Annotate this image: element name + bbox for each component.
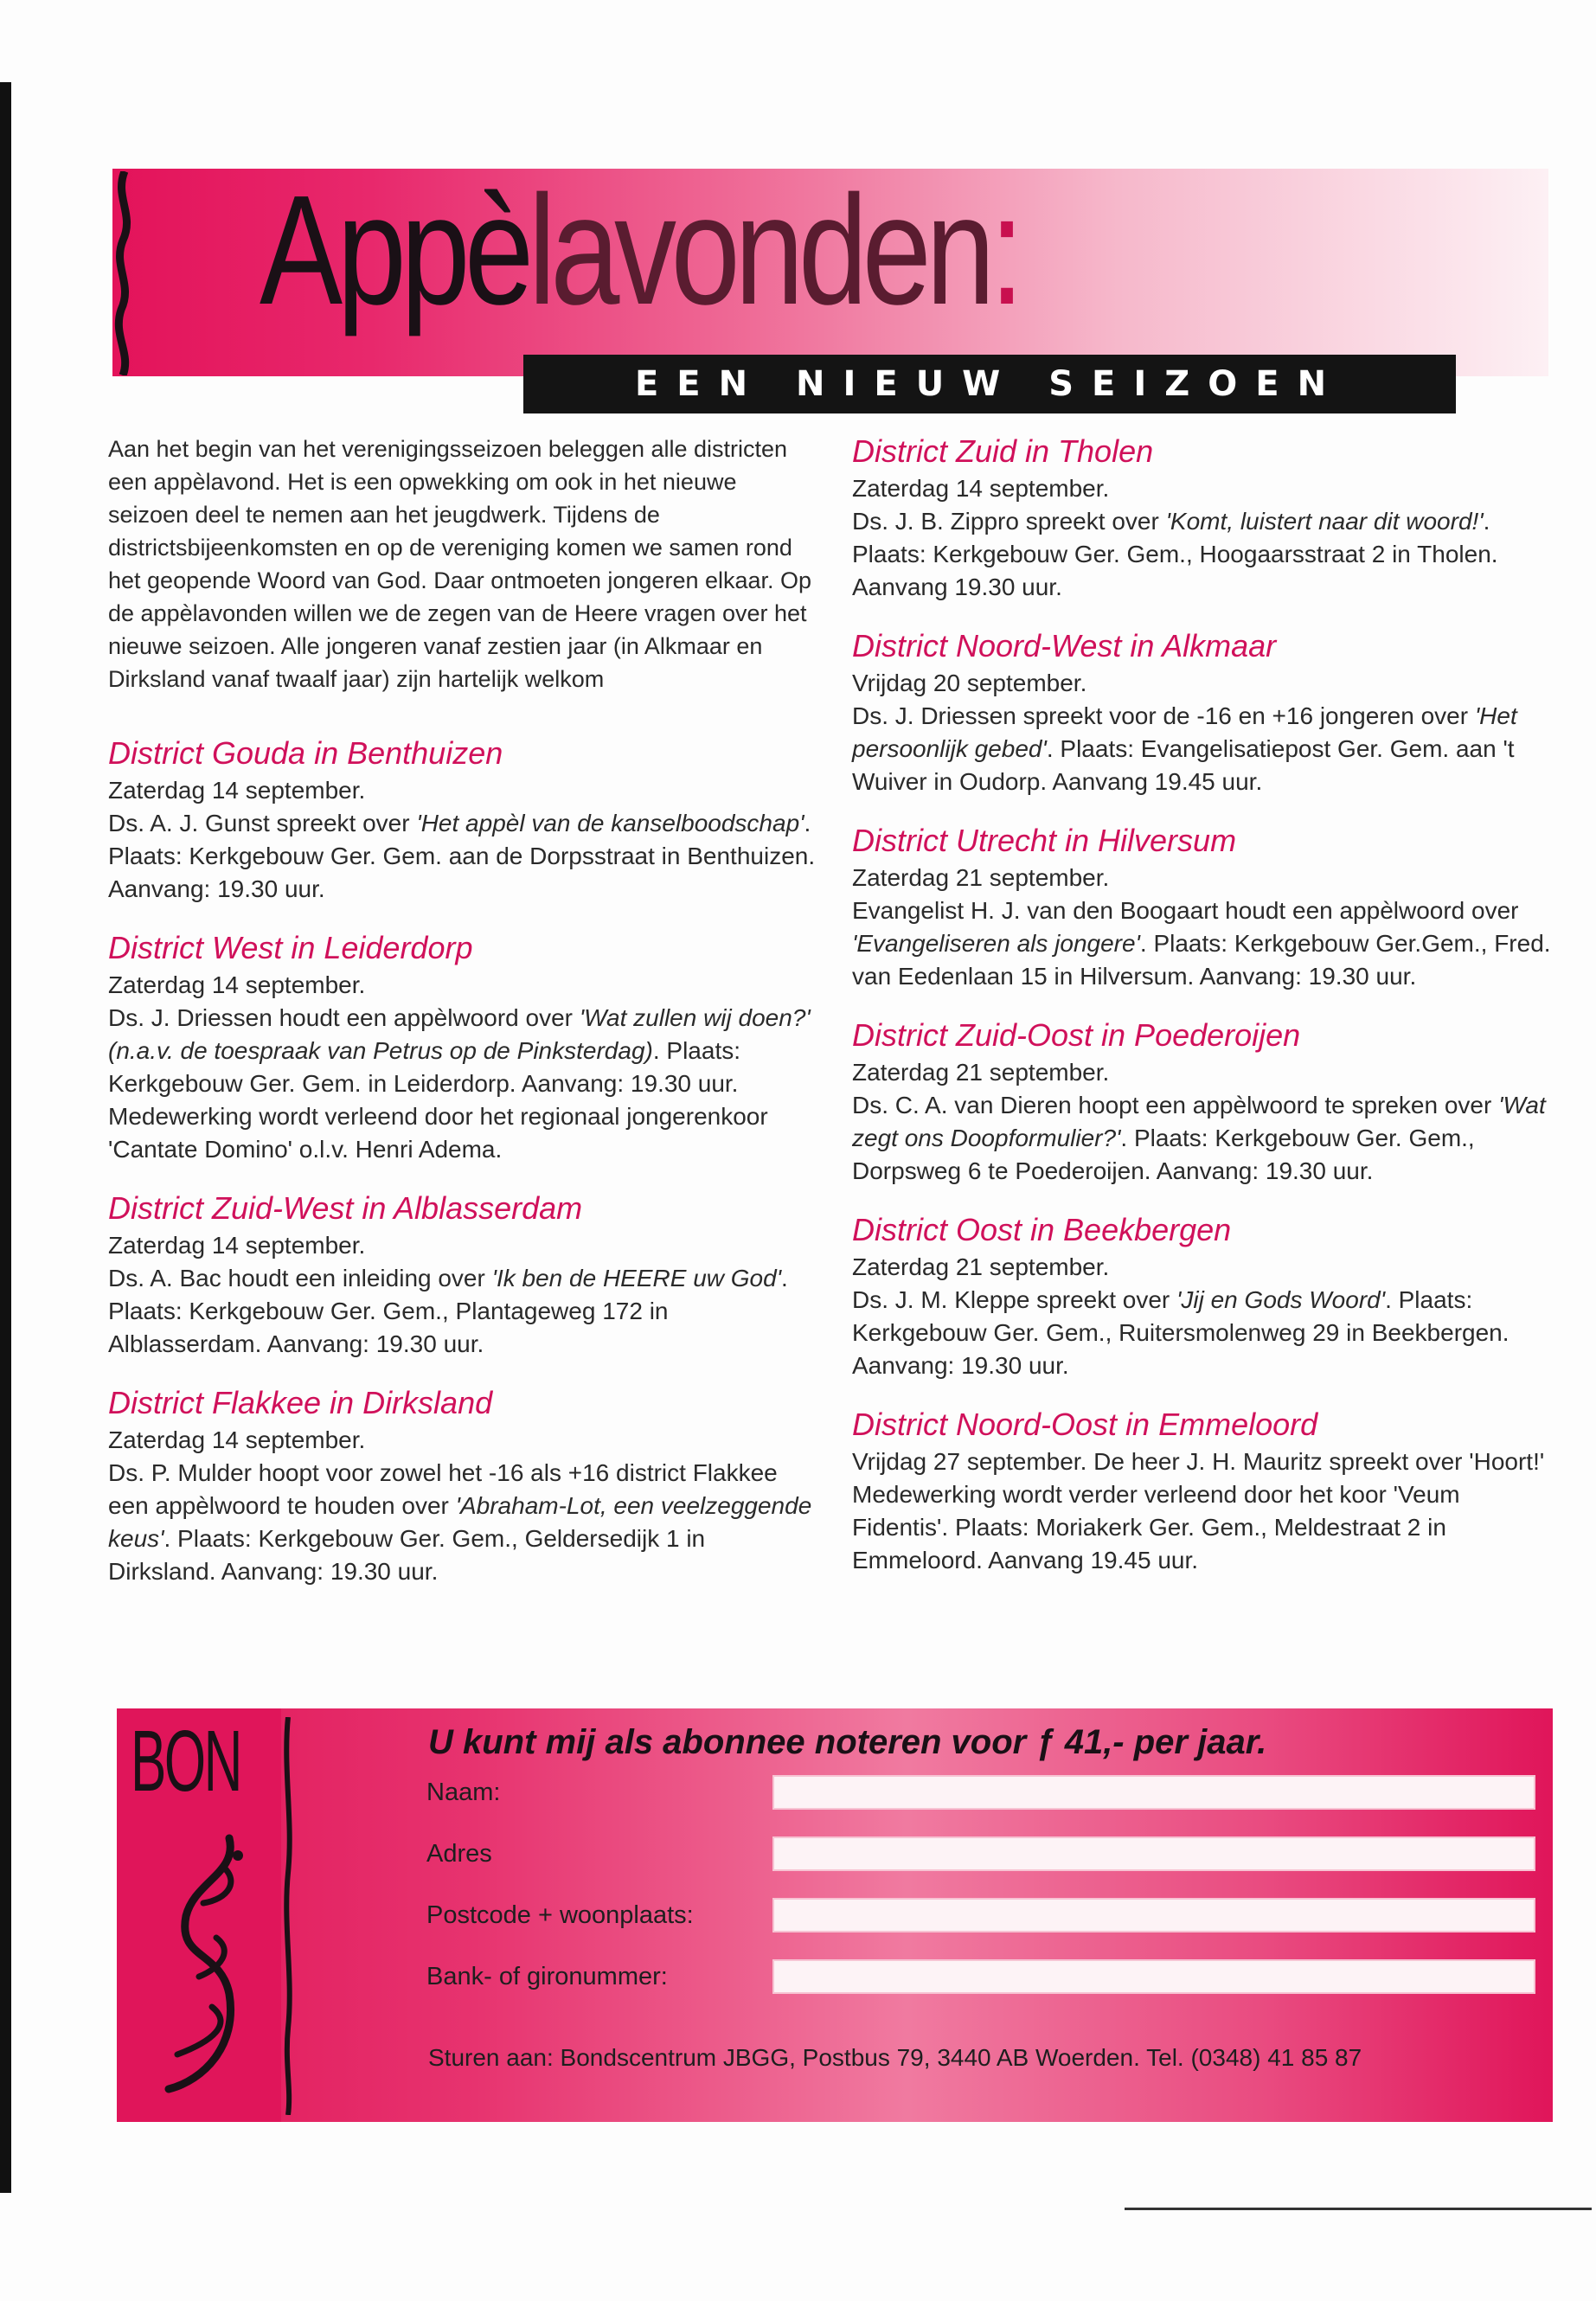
title-colon: : (990, 163, 1019, 337)
district-lead: Ds. J. Driessen houdt een appèlwoord over (108, 1004, 580, 1031)
district-date: Zaterdag 14 september. (108, 1232, 366, 1259)
postcode-field[interactable] (772, 1898, 1535, 1932)
district-heading: District Gouda in Benthuizen (108, 735, 503, 771)
district-details (852, 1445, 1553, 1577)
district-heading: District Zuid-Oost in Poederoijen (852, 1017, 1301, 1053)
district-details (852, 894, 1553, 993)
district-topic: 'Abraham-Lot, een veelzeggende keus' (108, 1492, 812, 1552)
field-label-postcode: Postcode + woonplaats: (426, 1901, 694, 1929)
intro-paragraph: Aan het begin van het verenigingsseizoen beleggen alle districten een appèlavond. Het is een opwekking om ook in het nieuwe seizoen deel te nemen aan het jeugdwerk. Tijdens de districtsbijeenkomsten en op de vereniging komen we samen rond het geopende Woord van God. Daar ontmoeten jongeren elkaar. Op de appèlavonden willen we de zegen van de Heere vragen over het nieuwe seizoen. Alle jongeren vanaf zestien jaar (in Alkmaar en Dirksland vanaf twaalf jaar) zijn hartelijk welkom (108, 436, 812, 692)
district-heading: District Noord-Oost in Emmeloord (852, 1407, 1318, 1442)
district-section (852, 1406, 1553, 1577)
district-details (852, 700, 1553, 798)
district-heading: District Flakkee in Dirksland (108, 1385, 493, 1420)
district-rest: . Plaats: Kerkgebouw Ger. Gem., Dorpsweg 6 te Poederoijen. Aanvang: 19.30 uur. (852, 1125, 1475, 1184)
district-heading: District Utrecht in Hilversum (852, 823, 1237, 858)
district-lead: Ds. J. M. Kleppe spreekt over (852, 1286, 1177, 1313)
district-section (852, 627, 1553, 798)
district-rest: . Plaats: Kerkgebouw Ger. Gem., Hoogaarsstraat 2 in Tholen. Aanvang 19.30 uur. (852, 508, 1498, 600)
district-topic: 'Komt, luistert naar dit woord!' (1165, 508, 1484, 535)
district-rest: . Plaats: Kerkgebouw Ger. Gem., Geldersedijk 1 in Dirksland. Aanvang: 19.30 uur. (108, 1525, 706, 1585)
district-section (108, 929, 817, 1166)
send-to-address: Sturen aan: Bondscentrum JBGG, Postbus 79, 3440 AB Woerden. Tel. (0348) 41 85 87 (428, 2044, 1362, 2071)
district-section (852, 433, 1553, 604)
district-lead: Vrijdag 27 september. De heer J. H. Mauritz spreekt over 'Hoort!' Medewerking wordt verder verleend door het koor 'Veum Fidentis'. Plaats: Moriakerk Ger. Gem., Meldestraat 2 in Emmeloord. Aanvang 19.45 uur. (852, 1448, 1545, 1574)
district-date: Zaterdag 14 september. (108, 1426, 366, 1453)
district-topic: 'Ik ben de HEERE uw God' (491, 1265, 782, 1292)
field-label-address: Adres (426, 1840, 492, 1868)
district-lead: Ds. P. Mulder hoopt voor zowel het -16 als +16 district Flakkee een appèlwoord te houden over (108, 1459, 778, 1519)
district-date: Vrijdag 20 september. (852, 670, 1087, 696)
field-label-bank: Bank- of gironummer: (426, 1963, 668, 1990)
district-topic: 'Wat zegt ons Doopformulier?' (852, 1092, 1546, 1151)
district-heading: District Noord-West in Alkmaar (852, 628, 1277, 663)
district-section (108, 1384, 817, 1588)
district-details (852, 505, 1553, 604)
district-rest: . Plaats: Kerkgebouw Ger. Gem. aan de Dorpsstraat in Benthuizen. Aanvang: 19.30 uur. (108, 810, 816, 902)
district-date: Zaterdag 21 september. (852, 1059, 1110, 1086)
logo-divider-ornament-icon (281, 1717, 295, 2115)
district-heading: District Zuid in Tholen (852, 433, 1154, 469)
district-heading: District West in Leiderdorp (108, 930, 473, 965)
district-details (108, 1457, 817, 1588)
district-topic: 'Jij en Gods Woord' (1176, 1286, 1386, 1313)
district-topic: 'Evangeliseren als jongere' (852, 930, 1140, 957)
name-field[interactable] (772, 1775, 1535, 1810)
logo-script-daniel (151, 1821, 255, 2106)
bottom-rule (1125, 2208, 1592, 2210)
left-section-list (108, 734, 817, 1588)
district-details (852, 1284, 1553, 1382)
subscription-coupon (117, 1708, 1553, 2122)
district-rest: . Plaats: Kerkgebouw Ger. Gem., Ruitersmolenweg 29 in Beekbergen. Aanvang: 19.30 uur. (852, 1286, 1509, 1379)
district-topic: 'Het persoonlijk gebed' (852, 702, 1517, 762)
header-ornament-icon (106, 171, 142, 375)
district-lead: Evangelist H. J. van den Boogaart houdt een appèlwoord over (852, 897, 1519, 924)
district-lead: Ds. A. J. Gunst spreekt over (108, 810, 417, 836)
district-heading: District Oost in Beekbergen (852, 1212, 1232, 1247)
district-heading: District Zuid-West in Alblasserdam (108, 1190, 583, 1226)
page-edge-rule (0, 82, 11, 2193)
bank-number-field[interactable] (772, 1959, 1535, 1994)
district-details (108, 807, 817, 906)
district-details (852, 1089, 1553, 1188)
district-date: Zaterdag 14 september. (108, 777, 366, 804)
district-topic: 'Het appèl van de kanselboodschap' (416, 810, 804, 836)
district-section (852, 822, 1553, 993)
district-section (852, 1211, 1553, 1382)
bon-daniel-logo (117, 1708, 281, 2122)
title-part-2: lavonden (528, 163, 990, 337)
district-date: Zaterdag 21 september. (852, 1253, 1110, 1280)
subtitle-banner: EEN NIEUW SEIZOEN (523, 355, 1456, 413)
district-rest: . Plaats: Kerkgebouw Ger. Gem., Plantageweg 172 in Alblasserdam. Aanvang: 19.30 uur. (108, 1265, 788, 1357)
district-section (108, 734, 817, 906)
district-date: Zaterdag 14 september. (852, 475, 1110, 502)
district-date: Zaterdag 14 september. (108, 971, 366, 998)
logo-word: BON (131, 1713, 240, 1810)
district-lead: Ds. A. Bac houdt een inleiding over (108, 1265, 492, 1292)
district-rest: . Plaats: Kerkgebouw Ger.Gem., Fred. van Eedenlaan 15 in Hilversum. Aanvang: 19.30 uur. (852, 930, 1551, 990)
district-details (108, 1002, 817, 1166)
district-lead: Ds. J. B. Zippro spreekt over (852, 508, 1166, 535)
district-rest: . Plaats: Evangelisatiepost Ger. Gem. aan 't Wuiver in Oudorp. Aanvang 19.45 uur. (852, 735, 1515, 795)
right-section-list (852, 433, 1553, 1577)
left-column (108, 433, 817, 1612)
address-field[interactable] (772, 1836, 1535, 1871)
district-details (108, 1262, 817, 1361)
page-title (260, 156, 1019, 346)
district-date: Zaterdag 21 september. (852, 864, 1110, 891)
district-lead: Ds. J. Driessen spreekt voor de -16 en +16 jongeren over (852, 702, 1475, 729)
district-topic: 'Wat zullen wij doen?' (n.a.v. de toespraak van Petrus op de Pinksterdag) (108, 1004, 811, 1064)
title-part-1: Appè (260, 163, 529, 337)
district-rest: . Plaats: Kerkgebouw Ger. Gem. in Leiderdorp. Aanvang: 19.30 uur. Medewerking wordt verleend door het regionaal jongerenkoor 'Cantate Domino' o.l.v. Henri Adema. (108, 1037, 768, 1163)
field-label-name: Naam: (426, 1779, 501, 1806)
right-column (852, 433, 1553, 1600)
coupon-title: U kunt mij als abonnee noteren voor ƒ 41,- per jaar. (428, 1723, 1267, 1761)
district-lead: Ds. C. A. van Dieren hoopt een appèlwoord te spreken over (852, 1092, 1499, 1118)
district-section (852, 1016, 1553, 1188)
district-section (108, 1189, 817, 1361)
